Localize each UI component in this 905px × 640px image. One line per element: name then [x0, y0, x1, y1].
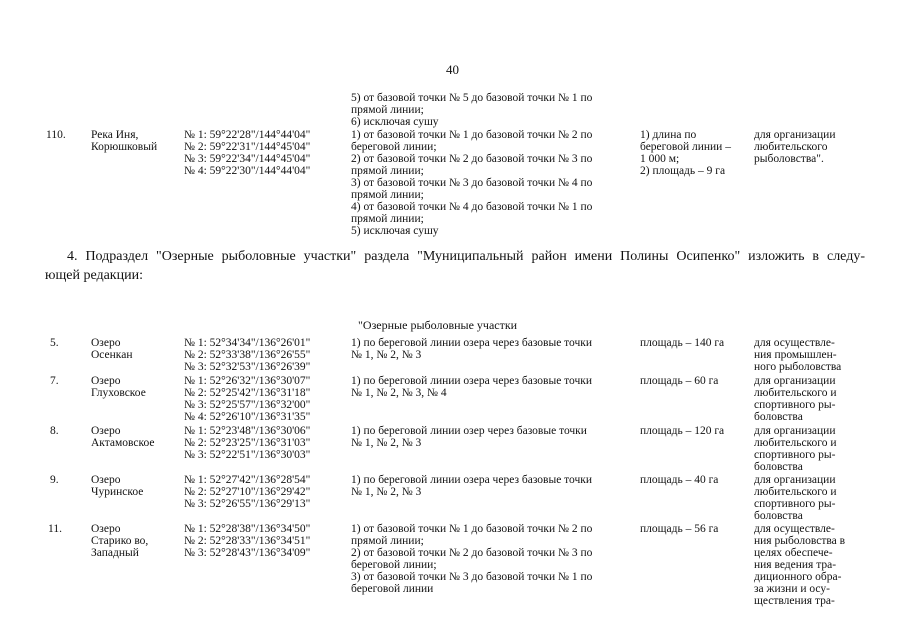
text-line: Чуринское — [91, 486, 144, 498]
site-size — [640, 129, 731, 177]
coordinates — [184, 474, 310, 510]
text-line: Озеро — [91, 523, 121, 535]
row-number: 11. — [48, 523, 62, 535]
section-caption: "Озерные рыболовные участки — [358, 318, 518, 332]
text-line: 3) от базовой точки № 3 до базовой точки № 4 по — [351, 177, 593, 189]
boundary-description — [351, 523, 592, 595]
coordinate-line: № 2: 52°25'42"/136°31'18" — [184, 387, 311, 399]
coordinate-line: № 3: 59°22'34"/144°45'04" — [184, 153, 311, 165]
text-line: 6) исключая сушу — [351, 116, 439, 128]
text-line: Западный — [91, 547, 139, 559]
text-line: спортивного ры- — [754, 449, 836, 461]
site-name — [91, 375, 146, 399]
text-line: Актамовское — [91, 437, 155, 449]
text-line: Старико во, — [91, 535, 149, 547]
page-number: 40 — [446, 62, 459, 77]
amendment-paragraph — [45, 247, 865, 285]
text-line: для организации — [754, 129, 836, 141]
text-line: прямой линии; — [351, 189, 424, 201]
site-size — [640, 425, 724, 437]
text-line: для организации — [754, 474, 836, 486]
site-purpose — [754, 337, 841, 373]
coordinates — [184, 425, 310, 461]
text-line: береговой линии – — [640, 141, 731, 153]
site-name — [91, 474, 143, 498]
text-line: прямой линии; — [351, 165, 424, 177]
coordinates — [184, 129, 310, 177]
text-line: Глуховское — [91, 387, 146, 399]
text-line: ществления тра- — [754, 595, 835, 607]
coordinate-line: № 3: 52°22'51"/136°30'03" — [184, 449, 311, 461]
coordinate-line: № 1: 52°27'42"/136°28'54" — [184, 474, 311, 486]
coordinate-line: № 1: 52°23'48"/136°30'06" — [184, 425, 311, 437]
coordinates — [184, 337, 310, 373]
text-line: для организации — [754, 375, 836, 387]
coordinate-line: № 2: 52°33'38"/136°26'55" — [184, 349, 311, 361]
coordinate-line: № 3: 52°25'57"/136°32'00" — [184, 399, 311, 411]
coordinates — [184, 375, 310, 423]
coordinate-line: № 1: 52°26'32"/136°30'07" — [184, 375, 311, 387]
coordinate-line: № 1: 59°22'28"/144°44'04" — [184, 129, 311, 141]
text-line: для организации — [754, 425, 836, 437]
text-line: любительского и — [754, 486, 837, 498]
text-line: 1) от базовой точки № 1 до базовой точки № 2 по — [351, 523, 593, 535]
text-line: для осуществле- — [754, 337, 835, 349]
boundary-description — [351, 129, 592, 237]
coordinate-line: № 2: 52°23'25"/136°31'03" — [184, 437, 311, 449]
paragraph-line: ющей редакции: — [45, 268, 143, 283]
text-line: любительского и — [754, 387, 837, 399]
site-purpose — [754, 375, 837, 423]
boundary-description — [351, 375, 592, 399]
text-line: боловства — [754, 461, 803, 473]
paragraph-line: 4. Подраздел "Озерные рыболовные участки" раздела "Муниципальный район имени Полины Осипенко" изложить в следу- — [67, 249, 865, 264]
text-line: 1 000 м; — [640, 153, 680, 165]
coordinate-line: № 3: 52°28'43"/136°34'09" — [184, 547, 311, 559]
text-line: 1) длина по — [640, 129, 697, 141]
text-line: диционного обра- — [754, 571, 842, 583]
site-purpose — [754, 474, 837, 522]
site-size — [640, 474, 718, 486]
text-line: площадь – 40 га — [640, 474, 719, 486]
site-name — [91, 523, 148, 559]
site-purpose — [754, 129, 836, 165]
row-number: 8. — [50, 425, 59, 437]
coordinate-line: № 2: 52°27'10"/136°29'42" — [184, 486, 311, 498]
text-line: рыболовства". — [754, 153, 824, 165]
coordinate-line: № 1: 52°28'38"/136°34'50" — [184, 523, 311, 535]
row-number: 9. — [50, 474, 59, 486]
site-name — [91, 425, 155, 449]
row-number: 110. — [46, 129, 66, 141]
site-size — [640, 337, 724, 349]
text-line: Озеро — [91, 425, 121, 437]
boundary-description — [351, 425, 587, 449]
coordinates — [184, 523, 310, 559]
coordinate-line: № 3: 52°26'55"/136°29'13" — [184, 498, 311, 510]
text-line: любительского и — [754, 437, 837, 449]
text-line: № 1, № 2, № 3, № 4 — [351, 387, 447, 399]
coordinate-line: № 3: 52°32'53"/136°26'39" — [184, 361, 311, 373]
text-line: площадь – 120 га — [640, 425, 725, 437]
text-line: Корюшковый — [91, 141, 158, 153]
text-line: Река Иня, — [91, 129, 139, 141]
text-line: 1) от базовой точки № 1 до базовой точки № 2 по — [351, 129, 593, 141]
text-line: боловства — [754, 510, 803, 522]
text-line: ния рыболовства в — [754, 535, 846, 547]
text-line: 2) от базовой точки № 2 до базовой точки № 3 по — [351, 153, 593, 165]
text-line: береговой линии — [351, 583, 434, 595]
text-line: 2) от базовой точки № 2 до базовой точки № 3 по — [351, 547, 593, 559]
site-purpose — [754, 523, 845, 607]
text-line: боловства — [754, 411, 803, 423]
site-size — [640, 523, 718, 535]
text-line: 2) площадь – 9 га — [640, 165, 726, 177]
coordinate-line: № 4: 59°22'30"/144°44'04" — [184, 165, 311, 177]
text-line: 5) от базовой точки № 5 до базовой точки № 1 по — [351, 92, 593, 104]
coordinate-line: № 1: 52°34'34"/136°26'01" — [184, 337, 311, 349]
text-line: 3) от базовой точки № 3 до базовой точки № 1 по — [351, 571, 593, 583]
boundary-description — [351, 337, 592, 361]
text-line: спортивного ры- — [754, 498, 836, 510]
text-line: береговой линии; — [351, 559, 437, 571]
row-number: 5. — [50, 337, 59, 349]
coordinate-line: № 2: 52°28'33"/136°34'51" — [184, 535, 311, 547]
text-line: 1) по береговой линии озера через базовые точки — [351, 474, 593, 486]
text-line: 1) по береговой линии озер через базовые точки — [351, 425, 587, 437]
boundary-description — [351, 474, 592, 498]
text-line: 1) по береговой линии озера через базовые точки — [351, 375, 593, 387]
site-name — [91, 337, 132, 361]
text-line: площадь – 140 га — [640, 337, 725, 349]
site-purpose — [754, 425, 837, 473]
text-line: 1) по береговой линии озера через базовые точки — [351, 337, 593, 349]
text-line: для осуществле- — [754, 523, 835, 535]
text-line: любительского — [754, 141, 828, 153]
text-line: спортивного ры- — [754, 399, 836, 411]
text-line: 5) исключая сушу — [351, 225, 439, 237]
text-line: целях обеспече- — [754, 547, 833, 559]
coordinate-line: № 4: 52°26'10"/136°31'35" — [184, 411, 311, 423]
text-line: прямой линии; — [351, 104, 424, 116]
text-line: площадь – 60 га — [640, 375, 719, 387]
text-line: 4) от базовой точки № 4 до базовой точки № 1 по — [351, 201, 593, 213]
text-line: ния ведения тра- — [754, 559, 837, 571]
text-line: № 1, № 2, № 3 — [351, 437, 422, 449]
coordinate-line: № 2: 59°22'31"/144°45'04" — [184, 141, 311, 153]
text-line: № 1, № 2, № 3 — [351, 349, 422, 361]
text-line: ния промышлен- — [754, 349, 837, 361]
continuation-description — [351, 92, 592, 128]
site-name — [91, 129, 157, 153]
text-line: прямой линии; — [351, 535, 424, 547]
site-size — [640, 375, 718, 387]
text-line: площадь – 56 га — [640, 523, 719, 535]
row-number: 7. — [50, 375, 59, 387]
text-line: Озеро — [91, 375, 121, 387]
text-line: Осенкан — [91, 349, 133, 361]
text-line: Озеро — [91, 474, 121, 486]
text-line: за жизни и осу- — [754, 583, 830, 595]
text-line: Озеро — [91, 337, 121, 349]
text-line: береговой линии; — [351, 141, 437, 153]
text-line: прямой линии; — [351, 213, 424, 225]
text-line: № 1, № 2, № 3 — [351, 486, 422, 498]
text-line: ного рыболовства — [754, 361, 842, 373]
